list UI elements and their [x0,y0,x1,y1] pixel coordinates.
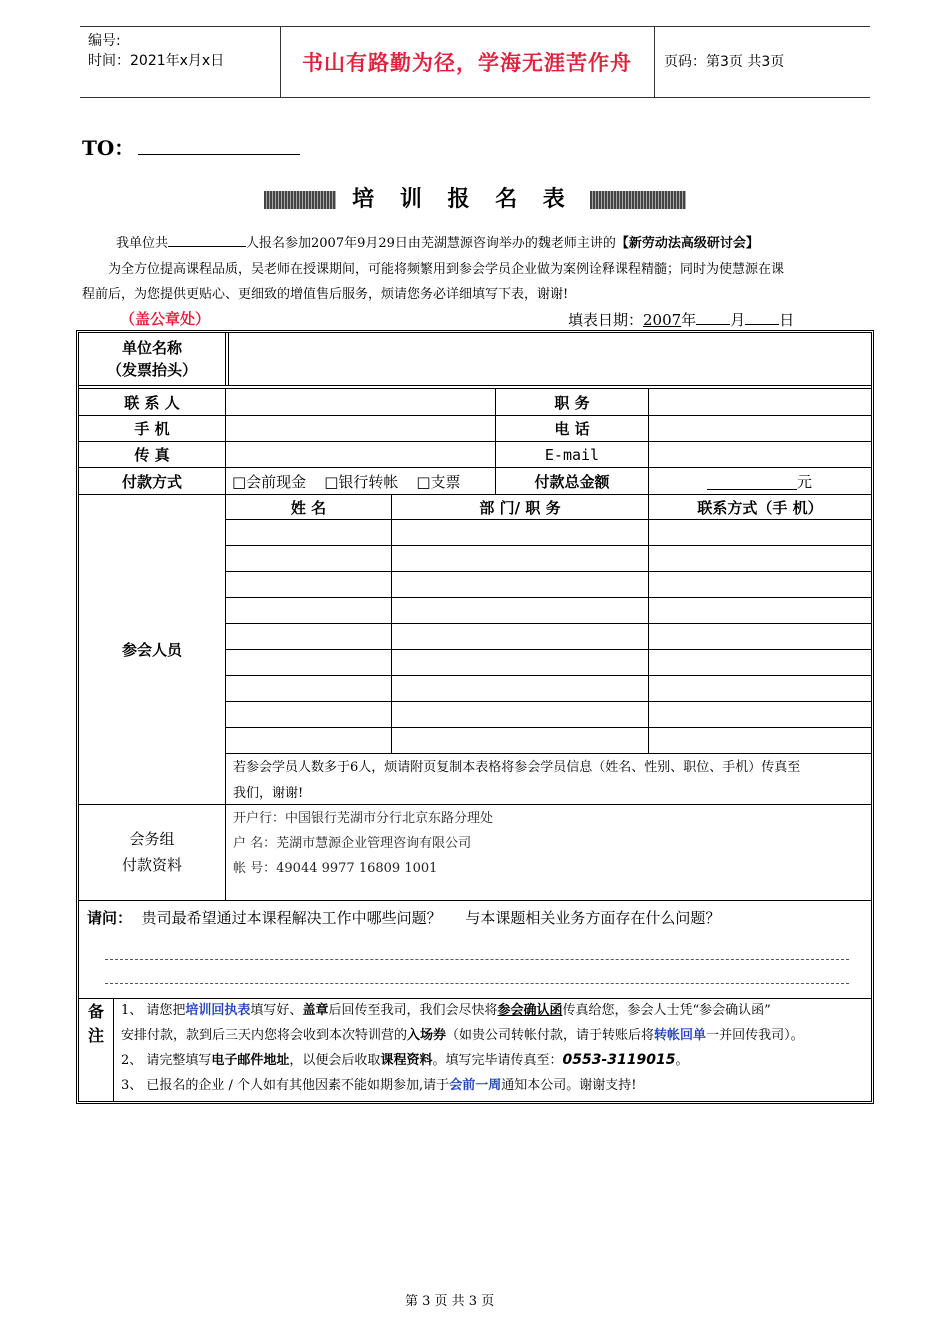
page-header [80,26,870,98]
ask-q2: 与本课题相关业务方面存在什么问题？ [465,909,721,927]
remark-1-cont: 安排付款，款到后三天内您将会收到本次特训营的入场券（如贵公司转帐付款，请于转账后将转帐回单一并回传我司）。 [121,1027,804,1043]
fax-number: 0553-3119015 [562,1052,676,1068]
remark-3: 3、 已报名的企业 / 个人如有其他因素不能如期参加,请于会前一周通知本公司。谢谢支持! [121,1077,637,1093]
to-label: TO： [82,136,135,160]
fill-date: 填表日期：2007年 月 日 [568,311,795,329]
conf-group-label: 会务组 付款资料 [121,830,182,874]
pay-cash-checkbox[interactable]: □会前现金 [232,472,307,491]
answer-line-2[interactable] [105,983,849,984]
month-blank[interactable] [696,310,730,325]
to-line [82,132,300,161]
registration-table [76,330,874,1104]
mobile-label: 手 机 [134,420,170,438]
position-label: 职 务 [554,393,590,412]
unit-name-label: 单位名称 （发票抬头） [106,339,197,379]
phone-input[interactable] [649,416,871,441]
pay-transfer-checkbox[interactable]: □银行转帐 [324,472,399,491]
account-number: 帐 号：49044 9977 16809 1001 [233,861,438,876]
title-text: 培 训 报 名 表 [352,187,574,212]
remark-1: 1、 请您把培训回执表填写好、盖章后回传至我司，我们会尽快将参会确认函传真给您，参会人士凭“参会确认函” [121,1003,771,1018]
intro-p1: 我单位共 人报名参加2007年9月29日由芜湖慧源咨询举办的魏老师主讲的【新劳动法高级研讨会】 [82,231,868,257]
fax-input[interactable] [226,442,495,467]
col-contact: 联系方式（手 机） [697,498,823,517]
bank-info [233,806,863,900]
stamp-area: （盖公章处） [120,310,211,328]
attendee-note: 若参会学员人数多于6人，烦请附页复制本表格将参会学员信息（姓名、性别、职位、手机）传真至 我们，谢谢! [233,760,801,801]
ask-label: 请问： [87,909,133,927]
remark-2: 2、 请完整填写电子邮件地址，以便会后收取课程资料。填写完毕请传真至：0553-3119015。 [121,1052,689,1068]
pay-method-options [226,468,495,494]
contact-label: 联 系 人 [124,393,180,412]
header-motto: 书山有路勤为径，学海无涯苦作舟 [302,51,632,75]
count-blank[interactable] [168,232,246,247]
page-footer: 第 3 页 共 3 页 [405,1294,495,1309]
to-blank[interactable] [138,136,300,155]
answer-line-1[interactable] [105,959,849,960]
title-decoration [590,191,686,209]
title-decoration [264,191,336,209]
bank-name: 开户行：中国银行芜湖市分行北京东路分理处 [233,811,494,826]
ask-q1: 贵司最希望通过本课程解决工作中哪些问题？ [141,909,442,927]
number-label: 编号: [88,33,121,49]
email-input[interactable] [649,442,871,467]
col-dept: 部 门/ 职 务 [479,498,561,517]
fax-label: 传 真 [134,446,170,464]
mobile-input[interactable] [226,416,495,441]
attendees-label: 参会人员 [121,640,182,659]
position-input[interactable] [649,389,871,415]
contact-input[interactable] [226,389,495,415]
email-label: E-mail [544,445,600,464]
phone-label: 电 话 [554,420,590,438]
remark-label: 备 注 [87,1002,104,1045]
form-title [0,182,950,213]
intro-p3: 程前后，为您提供更贴心、更细致的增值售后服务，烦请您务必详细填写下表，谢谢! [82,287,569,302]
total-input[interactable] [707,473,797,490]
pay-method-label: 付款方式 [121,472,182,491]
time-label: 时间：2021年x月x日 [88,53,225,69]
seminar-name: 【新劳动法高级研讨会】 [615,236,759,251]
unit-name-input[interactable] [229,333,869,385]
question-line [87,907,867,931]
day-blank[interactable] [745,310,779,325]
header-meta [88,31,224,71]
account-name: 户 名：芜湖市慧源企业管理咨询有限公司 [233,836,472,851]
pay-check-checkbox[interactable]: □支票 [416,472,461,491]
total-label: 付款总金额 [534,472,610,491]
col-name: 姓 名 [290,498,327,517]
header-page: 页码：第3页 共3页 [664,54,785,70]
intro-p2: 为全方位提高课程品质，吴老师在授课期间，可能将频繁用到参会学员企业做为案例诠释课程精髓；同时为使慧源在课 [108,262,785,277]
header-divider [654,27,655,97]
remark-items [121,999,881,1099]
attendee-name-cells[interactable] [266,520,391,752]
total-field: 元 [649,468,871,494]
